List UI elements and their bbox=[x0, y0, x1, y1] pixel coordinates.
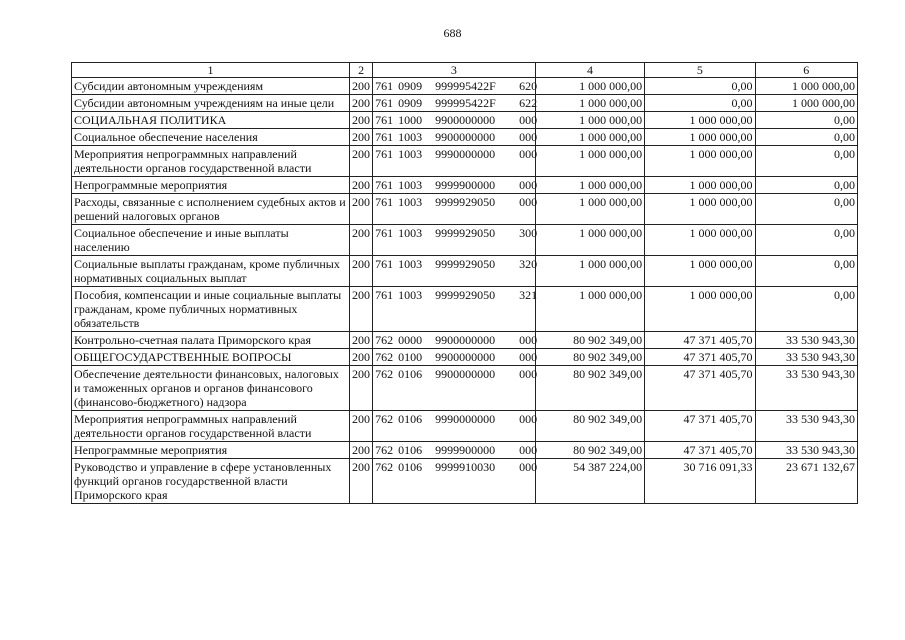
row-podrazdel-code: 0106 bbox=[398, 460, 423, 474]
row-amount-col4: 1 000 000,00 bbox=[535, 78, 644, 95]
row-classification-codes bbox=[373, 366, 536, 411]
row-amount-col6: 1 000 000,00 bbox=[755, 78, 857, 95]
row-vr-code: 000 bbox=[519, 412, 538, 426]
row-vr-code: 620 bbox=[519, 79, 538, 93]
row-ved-code: 200 bbox=[350, 366, 373, 411]
row-amount-col5: 0,00 bbox=[645, 95, 755, 112]
row-name: ОБЩЕГОСУДАРСТВЕННЫЕ ВОПРОСЫ bbox=[72, 349, 350, 366]
row-name: СОЦИАЛЬНАЯ ПОЛИТИКА bbox=[72, 112, 350, 129]
row-podrazdel-code: 1003 bbox=[398, 130, 423, 144]
row-podrazdel-code: 0100 bbox=[398, 350, 423, 364]
row-podrazdel-code: 0106 bbox=[398, 443, 423, 457]
row-name: Пособия, компенсации и иные социальные выплаты гражданам, кроме публичных нормативных обязательств bbox=[72, 287, 350, 332]
table-row bbox=[72, 459, 858, 504]
row-amount-col6: 0,00 bbox=[755, 287, 857, 332]
row-podrazdel-code: 0106 bbox=[398, 412, 423, 426]
row-name: Субсидии автономным учреждениям на иные цели bbox=[72, 95, 350, 112]
row-podrazdel-code: 1003 bbox=[398, 147, 423, 161]
row-vr-code: 000 bbox=[519, 443, 538, 457]
row-classification-codes bbox=[373, 112, 536, 129]
row-amount-col5: 1 000 000,00 bbox=[645, 256, 755, 287]
row-amount-col6: 33 530 943,30 bbox=[755, 411, 857, 442]
row-amount-col5: 47 371 405,70 bbox=[645, 349, 755, 366]
row-amount-col5: 0,00 bbox=[645, 78, 755, 95]
row-ved-code: 200 bbox=[350, 112, 373, 129]
row-ved-code: 200 bbox=[350, 78, 373, 95]
table-header-row bbox=[72, 63, 858, 78]
column-header: 6 bbox=[755, 63, 857, 78]
row-csr-code: 9900000000 bbox=[435, 333, 496, 347]
row-vr-code: 000 bbox=[519, 460, 538, 474]
table-row bbox=[72, 177, 858, 194]
table-row bbox=[72, 78, 858, 95]
row-ved-code: 200 bbox=[350, 146, 373, 177]
row-vr-code: 320 bbox=[519, 257, 538, 271]
row-podrazdel-code: 1003 bbox=[398, 178, 423, 192]
row-ved-code: 200 bbox=[350, 225, 373, 256]
row-amount-col6: 0,00 bbox=[755, 112, 857, 129]
row-classification-codes bbox=[373, 78, 536, 95]
row-csr-code: 9900000000 bbox=[435, 130, 496, 144]
row-classification-codes bbox=[373, 287, 536, 332]
table-row bbox=[72, 112, 858, 129]
row-amount-col4: 1 000 000,00 bbox=[535, 129, 644, 146]
row-vr-code: 622 bbox=[519, 96, 538, 110]
row-name: Социальное обеспечение и иные выплаты населению bbox=[72, 225, 350, 256]
row-podrazdel-code: 1003 bbox=[398, 226, 423, 240]
row-razdel-code: 762 bbox=[375, 350, 394, 364]
row-ved-code: 200 bbox=[350, 177, 373, 194]
row-amount-col6: 23 671 132,67 bbox=[755, 459, 857, 504]
row-vr-code: 000 bbox=[519, 178, 538, 192]
row-amount-col6: 0,00 bbox=[755, 256, 857, 287]
row-amount-col6: 0,00 bbox=[755, 129, 857, 146]
row-classification-codes bbox=[373, 95, 536, 112]
table-row bbox=[72, 442, 858, 459]
row-amount-col4: 1 000 000,00 bbox=[535, 112, 644, 129]
row-amount-col5: 1 000 000,00 bbox=[645, 287, 755, 332]
row-razdel-code: 761 bbox=[375, 226, 394, 240]
row-razdel-code: 762 bbox=[375, 367, 394, 381]
row-amount-col4: 1 000 000,00 bbox=[535, 95, 644, 112]
row-ved-code: 200 bbox=[350, 442, 373, 459]
row-csr-code: 9990000000 bbox=[435, 147, 496, 161]
table-row bbox=[72, 349, 858, 366]
row-name: Субсидии автономным учреждениям bbox=[72, 78, 350, 95]
row-podrazdel-code: 0106 bbox=[398, 367, 423, 381]
budget-table bbox=[71, 62, 858, 504]
row-razdel-code: 761 bbox=[375, 195, 394, 209]
row-vr-code: 000 bbox=[519, 113, 538, 127]
row-ved-code: 200 bbox=[350, 349, 373, 366]
row-podrazdel-code: 1000 bbox=[398, 113, 423, 127]
row-amount-col5: 47 371 405,70 bbox=[645, 366, 755, 411]
row-csr-code: 999995422F bbox=[435, 96, 496, 110]
page-number: 688 bbox=[443, 26, 462, 40]
row-amount-col5: 1 000 000,00 bbox=[645, 129, 755, 146]
row-classification-codes bbox=[373, 411, 536, 442]
row-classification-codes bbox=[373, 146, 536, 177]
row-amount-col5: 1 000 000,00 bbox=[645, 225, 755, 256]
row-name: Социальные выплаты гражданам, кроме публичных нормативных социальных выплат bbox=[72, 256, 350, 287]
row-csr-code: 9999900000 bbox=[435, 178, 496, 192]
row-ved-code: 200 bbox=[350, 411, 373, 442]
row-amount-col4: 80 902 349,00 bbox=[535, 366, 644, 411]
row-amount-col6: 0,00 bbox=[755, 146, 857, 177]
column-header: 1 bbox=[72, 63, 350, 78]
row-amount-col5: 47 371 405,70 bbox=[645, 332, 755, 349]
row-razdel-code: 762 bbox=[375, 333, 394, 347]
row-amount-col5: 1 000 000,00 bbox=[645, 194, 755, 225]
row-csr-code: 9999929050 bbox=[435, 195, 496, 209]
table-row bbox=[72, 411, 858, 442]
row-amount-col4: 80 902 349,00 bbox=[535, 332, 644, 349]
row-name: Мероприятия непрограммных направлений деятельности органов государственной власти bbox=[72, 411, 350, 442]
budget-table-body bbox=[72, 63, 858, 504]
row-amount-col6: 1 000 000,00 bbox=[755, 95, 857, 112]
row-vr-code: 000 bbox=[519, 147, 538, 161]
row-amount-col4: 1 000 000,00 bbox=[535, 287, 644, 332]
row-vr-code: 300 bbox=[519, 226, 538, 240]
column-header: 3 bbox=[373, 63, 536, 78]
row-amount-col4: 1 000 000,00 bbox=[535, 256, 644, 287]
row-classification-codes bbox=[373, 442, 536, 459]
row-razdel-code: 762 bbox=[375, 412, 394, 426]
row-ved-code: 200 bbox=[350, 287, 373, 332]
row-classification-codes bbox=[373, 459, 536, 504]
row-amount-col6: 33 530 943,30 bbox=[755, 366, 857, 411]
table-row bbox=[72, 129, 858, 146]
row-amount-col4: 1 000 000,00 bbox=[535, 177, 644, 194]
row-amount-col4: 80 902 349,00 bbox=[535, 442, 644, 459]
row-amount-col5: 30 716 091,33 bbox=[645, 459, 755, 504]
row-podrazdel-code: 0909 bbox=[398, 79, 423, 93]
row-classification-codes bbox=[373, 194, 536, 225]
row-podrazdel-code: 0000 bbox=[398, 333, 423, 347]
row-name: Расходы, связанные с исполнением судебных актов и решений налоговых органов bbox=[72, 194, 350, 225]
row-ved-code: 200 bbox=[350, 129, 373, 146]
row-amount-col5: 1 000 000,00 bbox=[645, 177, 755, 194]
row-ved-code: 200 bbox=[350, 332, 373, 349]
row-podrazdel-code: 1003 bbox=[398, 257, 423, 271]
row-name: Мероприятия непрограммных направлений деятельности органов государственной власти bbox=[72, 146, 350, 177]
row-amount-col6: 33 530 943,30 bbox=[755, 442, 857, 459]
row-amount-col5: 47 371 405,70 bbox=[645, 411, 755, 442]
row-csr-code: 9900000000 bbox=[435, 113, 496, 127]
row-amount-col6: 0,00 bbox=[755, 225, 857, 256]
table-row bbox=[72, 95, 858, 112]
table-row bbox=[72, 194, 858, 225]
row-razdel-code: 762 bbox=[375, 443, 394, 457]
row-razdel-code: 761 bbox=[375, 79, 394, 93]
row-classification-codes bbox=[373, 225, 536, 256]
row-name: Непрограммные мероприятия bbox=[72, 442, 350, 459]
row-ved-code: 200 bbox=[350, 95, 373, 112]
table-row bbox=[72, 366, 858, 411]
row-amount-col4: 1 000 000,00 bbox=[535, 194, 644, 225]
row-amount-col4: 54 387 224,00 bbox=[535, 459, 644, 504]
column-header: 5 bbox=[645, 63, 755, 78]
row-classification-codes bbox=[373, 177, 536, 194]
row-amount-col6: 33 530 943,30 bbox=[755, 332, 857, 349]
row-csr-code: 9990000000 bbox=[435, 412, 496, 426]
row-razdel-code: 761 bbox=[375, 130, 394, 144]
row-podrazdel-code: 0909 bbox=[398, 96, 423, 110]
table-row bbox=[72, 146, 858, 177]
row-vr-code: 000 bbox=[519, 195, 538, 209]
row-razdel-code: 761 bbox=[375, 96, 394, 110]
row-vr-code: 000 bbox=[519, 130, 538, 144]
row-name: Контрольно-счетная палата Приморского края bbox=[72, 332, 350, 349]
row-razdel-code: 761 bbox=[375, 113, 394, 127]
row-csr-code: 999995422F bbox=[435, 79, 496, 93]
row-csr-code: 9900000000 bbox=[435, 367, 496, 381]
row-name: Обеспечение деятельности финансовых, налоговых и таможенных органов и органов финансового (финансово-бюджетного) надзора bbox=[72, 366, 350, 411]
table-row bbox=[72, 225, 858, 256]
row-vr-code: 000 bbox=[519, 350, 538, 364]
row-amount-col4: 1 000 000,00 bbox=[535, 146, 644, 177]
row-classification-codes bbox=[373, 349, 536, 366]
row-amount-col5: 1 000 000,00 bbox=[645, 112, 755, 129]
row-podrazdel-code: 1003 bbox=[398, 288, 423, 302]
row-razdel-code: 761 bbox=[375, 288, 394, 302]
row-csr-code: 9900000000 bbox=[435, 350, 496, 364]
column-header: 2 bbox=[350, 63, 373, 78]
row-amount-col4: 1 000 000,00 bbox=[535, 225, 644, 256]
row-classification-codes bbox=[373, 129, 536, 146]
row-classification-codes bbox=[373, 256, 536, 287]
column-header: 4 bbox=[535, 63, 644, 78]
row-amount-col6: 33 530 943,30 bbox=[755, 349, 857, 366]
row-csr-code: 9999900000 bbox=[435, 443, 496, 457]
row-classification-codes bbox=[373, 332, 536, 349]
row-amount-col6: 0,00 bbox=[755, 194, 857, 225]
row-csr-code: 9999929050 bbox=[435, 226, 496, 240]
table-row bbox=[72, 256, 858, 287]
row-name: Руководство и управление в сфере установленных функций органов государственной власти Приморского края bbox=[72, 459, 350, 504]
row-ved-code: 200 bbox=[350, 194, 373, 225]
row-amount-col4: 80 902 349,00 bbox=[535, 349, 644, 366]
row-amount-col6: 0,00 bbox=[755, 177, 857, 194]
row-amount-col4: 80 902 349,00 bbox=[535, 411, 644, 442]
row-amount-col5: 47 371 405,70 bbox=[645, 442, 755, 459]
row-csr-code: 9999910030 bbox=[435, 460, 496, 474]
row-podrazdel-code: 1003 bbox=[398, 195, 423, 209]
row-razdel-code: 761 bbox=[375, 178, 394, 192]
row-name: Непрограммные мероприятия bbox=[72, 177, 350, 194]
row-amount-col5: 1 000 000,00 bbox=[645, 146, 755, 177]
row-ved-code: 200 bbox=[350, 459, 373, 504]
row-vr-code: 321 bbox=[519, 288, 538, 302]
row-csr-code: 9999929050 bbox=[435, 288, 496, 302]
table-row bbox=[72, 287, 858, 332]
table-row bbox=[72, 332, 858, 349]
row-razdel-code: 762 bbox=[375, 460, 394, 474]
row-ved-code: 200 bbox=[350, 256, 373, 287]
row-vr-code: 000 bbox=[519, 367, 538, 381]
row-csr-code: 9999929050 bbox=[435, 257, 496, 271]
row-vr-code: 000 bbox=[519, 333, 538, 347]
row-name: Социальное обеспечение населения bbox=[72, 129, 350, 146]
row-razdel-code: 761 bbox=[375, 257, 394, 271]
row-razdel-code: 761 bbox=[375, 147, 394, 161]
